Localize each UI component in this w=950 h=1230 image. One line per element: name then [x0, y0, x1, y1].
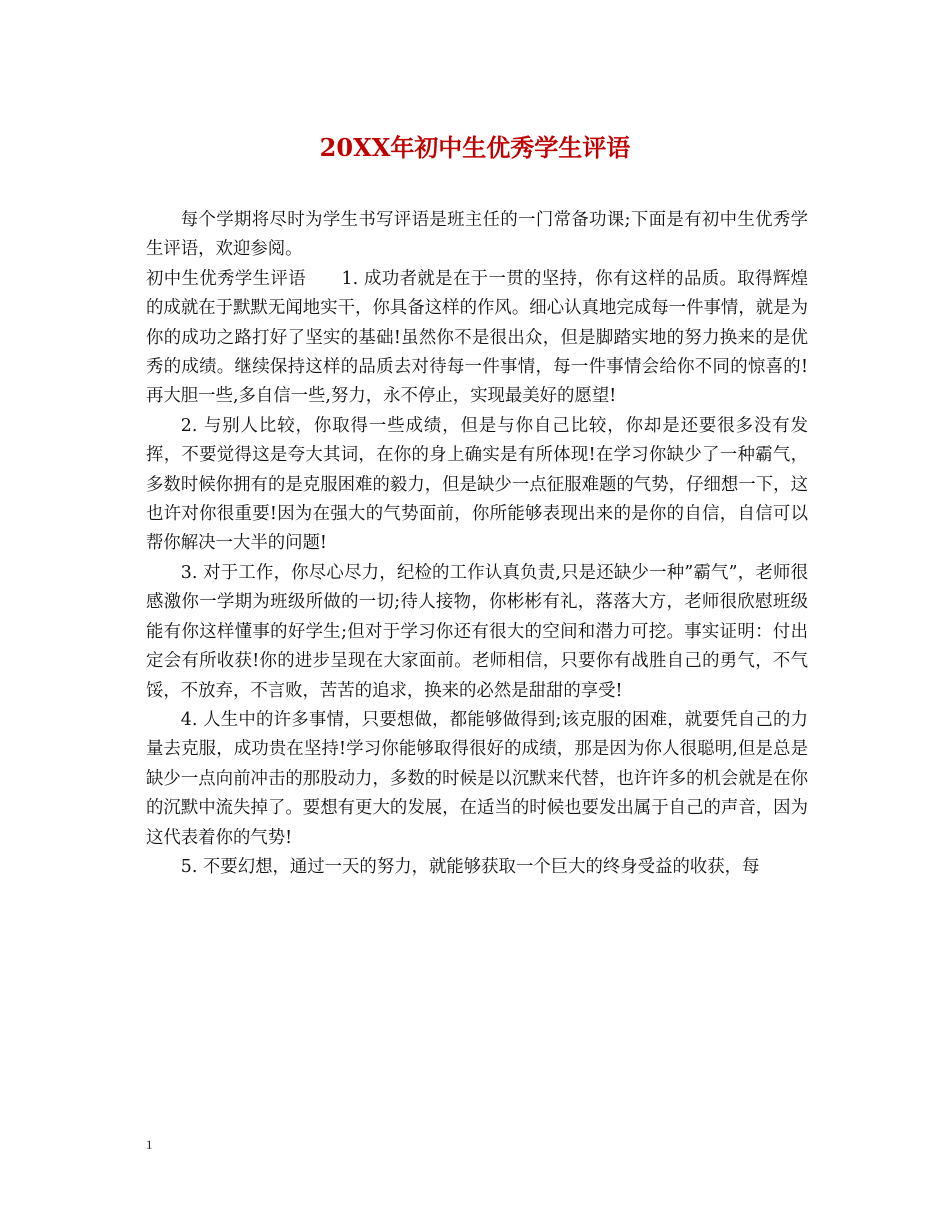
- comment-paragraph-3: 3. 对于工作，你尽心尽力，纪检的工作认真负责,只是还缺少一种”霸气”，老师很感激你一学期为班级所做的一切;待人接物，你彬彬有礼，落落大方，老师很欣慰班级能有你这样懂事的好学生;但对于学习你还有很大的空间和潜力可挖。事实证明：付出定会有所收获!你的进步呈现在大家面前。老师相信，只要你有战胜自己的勇气，不气馁，不放弃，不言败，苦苦的追求，换来的必然是甜甜的享受!: [146, 562, 808, 701]
- page-number: 1: [146, 1137, 153, 1152]
- document-title: 20XX年初中生优秀学生评语: [319, 133, 631, 162]
- comment-paragraph-5: 5. 不要幻想，通过一天的努力，就能够获取一个巨大的终身受益的收获，每: [180, 856, 760, 877]
- comment-paragraph-4: 4. 人生中的许多事情，只要想做，都能够做得到;该克服的困难，就要凭自己的力量去克服，成功贵在坚持!学习你能够取得很好的成绩，那是因为你人很聪明,但是总是缺少一点向前冲击的那股动力，多数的时候是以沉默来代替，也许许多的机会就是在你的沉默中流失掉了。要想有更大的发展，在适当的时候也要发出属于自己的声音，因为这代表着你的气势!: [146, 709, 808, 848]
- document-body: [146, 206, 808, 882]
- comment-paragraph-1: 初中生优秀学生评语 1. 成功者就是在于一贯的坚持，你有这样的品质。取得辉煌的成就在于默默无闻地实干，你具备这样的作风。细心认真地完成每一件事情，就是为你的成功之路打好了坚实的基础!虽然你不是很出众，但是脚踏实地的努力换来的是优秀的成绩。继续保持这样的品质去对待每一件事情，每一件事情会给你不同的惊喜的!再大胆一些,多自信一些,努力，永不停止，实现最美好的愿望!: [146, 268, 808, 407]
- comment-paragraph-2: 2. 与别人比较，你取得一些成绩，但是与你自己比较，你却是还要很多没有发挥，不要觉得这是夸大其词，在你的身上确实是有所体现!在学习你缺少了一种霸气，多数时候你拥有的是克服困难的毅力，但是缺少一点征服难题的气势，仔细想一下，这也许对你很重要!因为在强大的气势面前，你所能够表现出来的是你的自信，自信可以帮你解决一大半的问题!: [146, 415, 808, 554]
- intro-paragraph: 每个学期将尽时为学生书写评语是班主任的一门常备功课;下面是有初中生优秀学生评语，欢迎参阅。: [146, 210, 808, 260]
